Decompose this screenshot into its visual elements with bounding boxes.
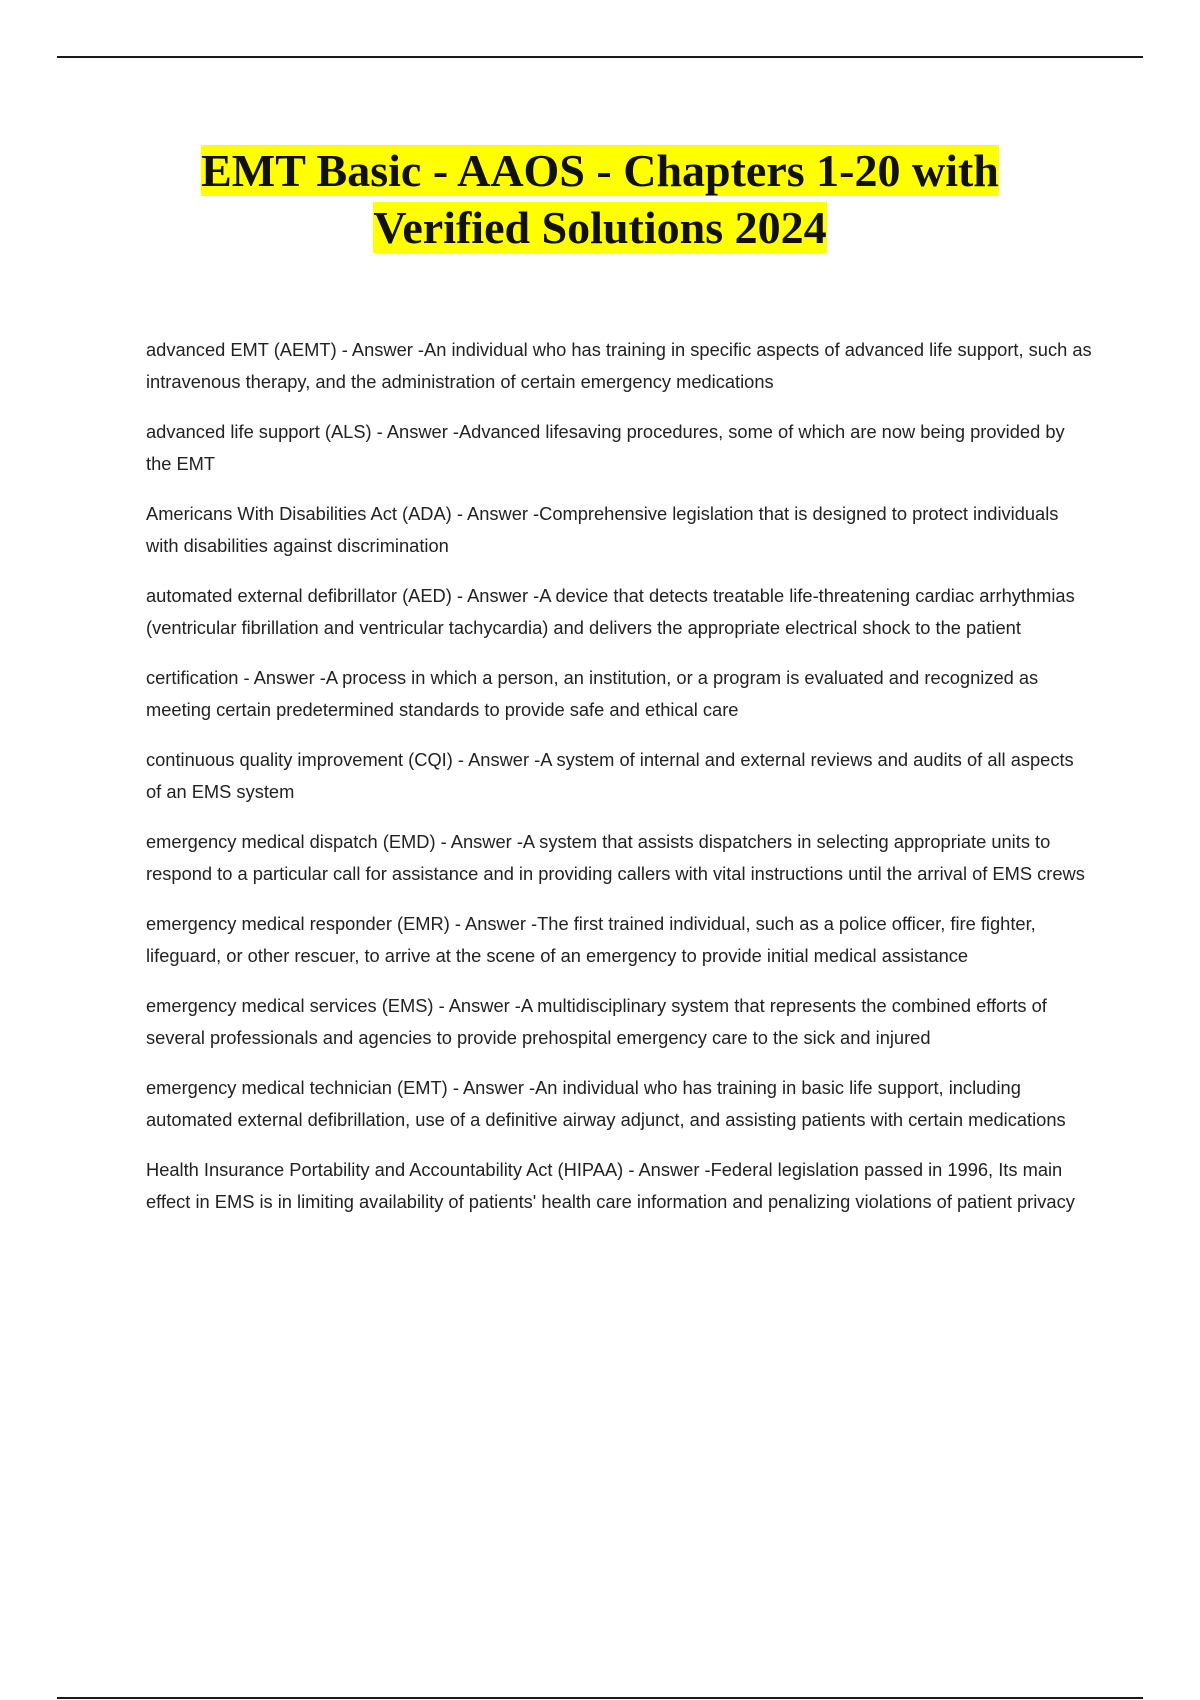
title-area: [0, 142, 1200, 256]
glossary-entry-hipaa: Health Insurance Portability and Accountability Act (HIPAA) - Answer -Federal legislation passed in 1996, Its main effect in EMS is in limiting availability of patients' health care information and penalizing violations of patient privacy: [146, 1159, 1075, 1212]
title-block: [150, 142, 1050, 256]
glossary-list: [146, 334, 1092, 1236]
document-title: EMT Basic - AAOS - Chapters 1-20 with Verified Solutions 2024: [201, 145, 999, 253]
glossary-entry-emr: emergency medical responder (EMR) - Answer -The first trained individual, such as a police officer, fire fighter, lifeguard, or other rescuer, to arrive at the scene of an emergency to provide initial medical assistance: [146, 913, 1036, 966]
glossary-entry-cqi: continuous quality improvement (CQI) - Answer -A system of internal and external reviews and audits of all aspects of an EMS system: [146, 749, 1074, 802]
glossary-entry-emd: emergency medical dispatch (EMD) - Answer -A system that assists dispatchers in selecting appropriate units to respond to a particular call for assistance and in providing callers with vital instructions until the arrival of EMS crews: [146, 831, 1085, 884]
glossary-entry-ada: Americans With Disabilities Act (ADA) - Answer -Comprehensive legislation that is designed to protect individuals with disabilities against discrimination: [146, 503, 1059, 556]
glossary-entry-ems: emergency medical services (EMS) - Answer -A multidisciplinary system that represents the combined efforts of several professionals and agencies to provide prehospital emergency care to the sick and injured: [146, 995, 1047, 1048]
header-rule: [57, 56, 1143, 58]
footer-rule: [57, 1697, 1143, 1699]
glossary-entry-als: advanced life support (ALS) - Answer -Advanced lifesaving procedures, some of which are now being provided by the EMT: [146, 421, 1065, 474]
glossary-entry-certification: certification - Answer -A process in which a person, an institution, or a program is evaluated and recognized as meeting certain predetermined standards to provide safe and ethical care: [146, 667, 1039, 720]
glossary-entry-aed: automated external defibrillator (AED) - Answer -A device that detects treatable life-threatening cardiac arrhythmias (ventricular fibrillation and ventricular tachycardia) and delivers the appropriate electrical shock to the patient: [146, 585, 1075, 638]
glossary-entry-aemt: advanced EMT (AEMT) - Answer -An individual who has training in specific aspects of advanced life support, such as intravenous therapy, and the administration of certain emergency medications: [146, 339, 1092, 392]
glossary-entry-emt: emergency medical technician (EMT) - Answer -An individual who has training in basic life support, including automated external defibrillation, use of a definitive airway adjunct, and assisting patients with certain medications: [146, 1077, 1066, 1130]
